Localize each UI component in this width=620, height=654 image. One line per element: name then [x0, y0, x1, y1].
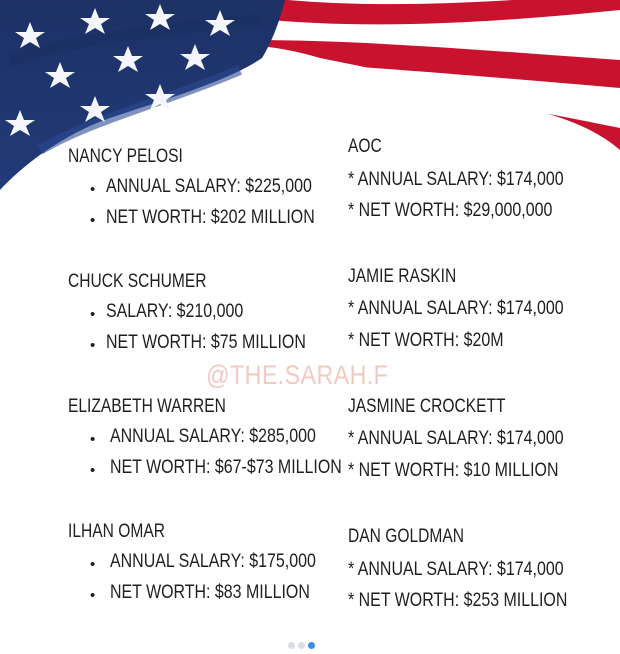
bullet-icon: • [90, 556, 96, 573]
politician-card-goldman [348, 526, 568, 611]
politician-name: CHUCK SCHUMER [68, 271, 207, 292]
politician-name: JAMIE RASKIN [348, 266, 457, 287]
politician-name: ILHAN OMAR [68, 521, 165, 542]
net-worth-text: NET WORTH: $83 MILLION [110, 582, 310, 603]
salary-text: * ANNUAL SALARY: $174,000 [348, 169, 564, 190]
salary-text: ANNUAL SALARY: $225,000 [106, 176, 312, 197]
net-worth-text: * NET WORTH: $10 MILLION [348, 460, 559, 481]
salary-text: ANNUAL SALARY: $285,000 [110, 426, 316, 447]
politician-name: NANCY PELOSI [68, 146, 183, 167]
page-dot[interactable] [288, 642, 295, 649]
bullet-icon: • [90, 181, 96, 198]
watermark-text: @THE.SARAH.F [206, 360, 389, 390]
politician-card-schumer [68, 271, 306, 354]
politician-name: AOC [348, 136, 382, 157]
politician-card-pelosi [68, 146, 315, 229]
bullet-icon: • [90, 337, 96, 354]
salary-text: * ANNUAL SALARY: $174,000 [348, 298, 564, 319]
politician-name: JASMINE CROCKETT [348, 396, 506, 417]
politician-card-raskin [348, 266, 564, 351]
net-worth-text: NET WORTH: $67-$73 MILLION [110, 457, 342, 478]
salary-text: ANNUAL SALARY: $175,000 [110, 551, 316, 572]
bullet-icon: • [90, 462, 96, 479]
bullet-icon: • [90, 306, 96, 323]
page-dot-active[interactable] [308, 642, 315, 649]
politician-card-crockett [348, 396, 564, 481]
salary-text: * ANNUAL SALARY: $174,000 [348, 559, 564, 580]
net-worth-text: NET WORTH: $202 MILLION [106, 207, 315, 228]
politician-name: ELIZABETH WARREN [68, 396, 226, 417]
salary-text: * ANNUAL SALARY: $174,000 [348, 428, 564, 449]
bullet-icon: • [90, 431, 96, 448]
net-worth-text: * NET WORTH: $29,000,000 [348, 200, 553, 221]
politician-name: DAN GOLDMAN [348, 526, 465, 547]
bullet-icon: • [90, 587, 96, 604]
net-worth-text: * NET WORTH: $253 MILLION [348, 590, 568, 611]
carousel-pagination[interactable] [288, 636, 318, 654]
politician-card-aoc [348, 136, 564, 221]
bullet-icon: • [90, 212, 96, 229]
page-dot[interactable] [298, 642, 305, 649]
salary-text: SALARY: $210,000 [106, 301, 244, 322]
net-worth-text: * NET WORTH: $20M [348, 330, 504, 351]
politician-card-warren [68, 396, 342, 479]
net-worth-text: NET WORTH: $75 MILLION [106, 332, 306, 353]
politician-card-omar [68, 521, 316, 604]
